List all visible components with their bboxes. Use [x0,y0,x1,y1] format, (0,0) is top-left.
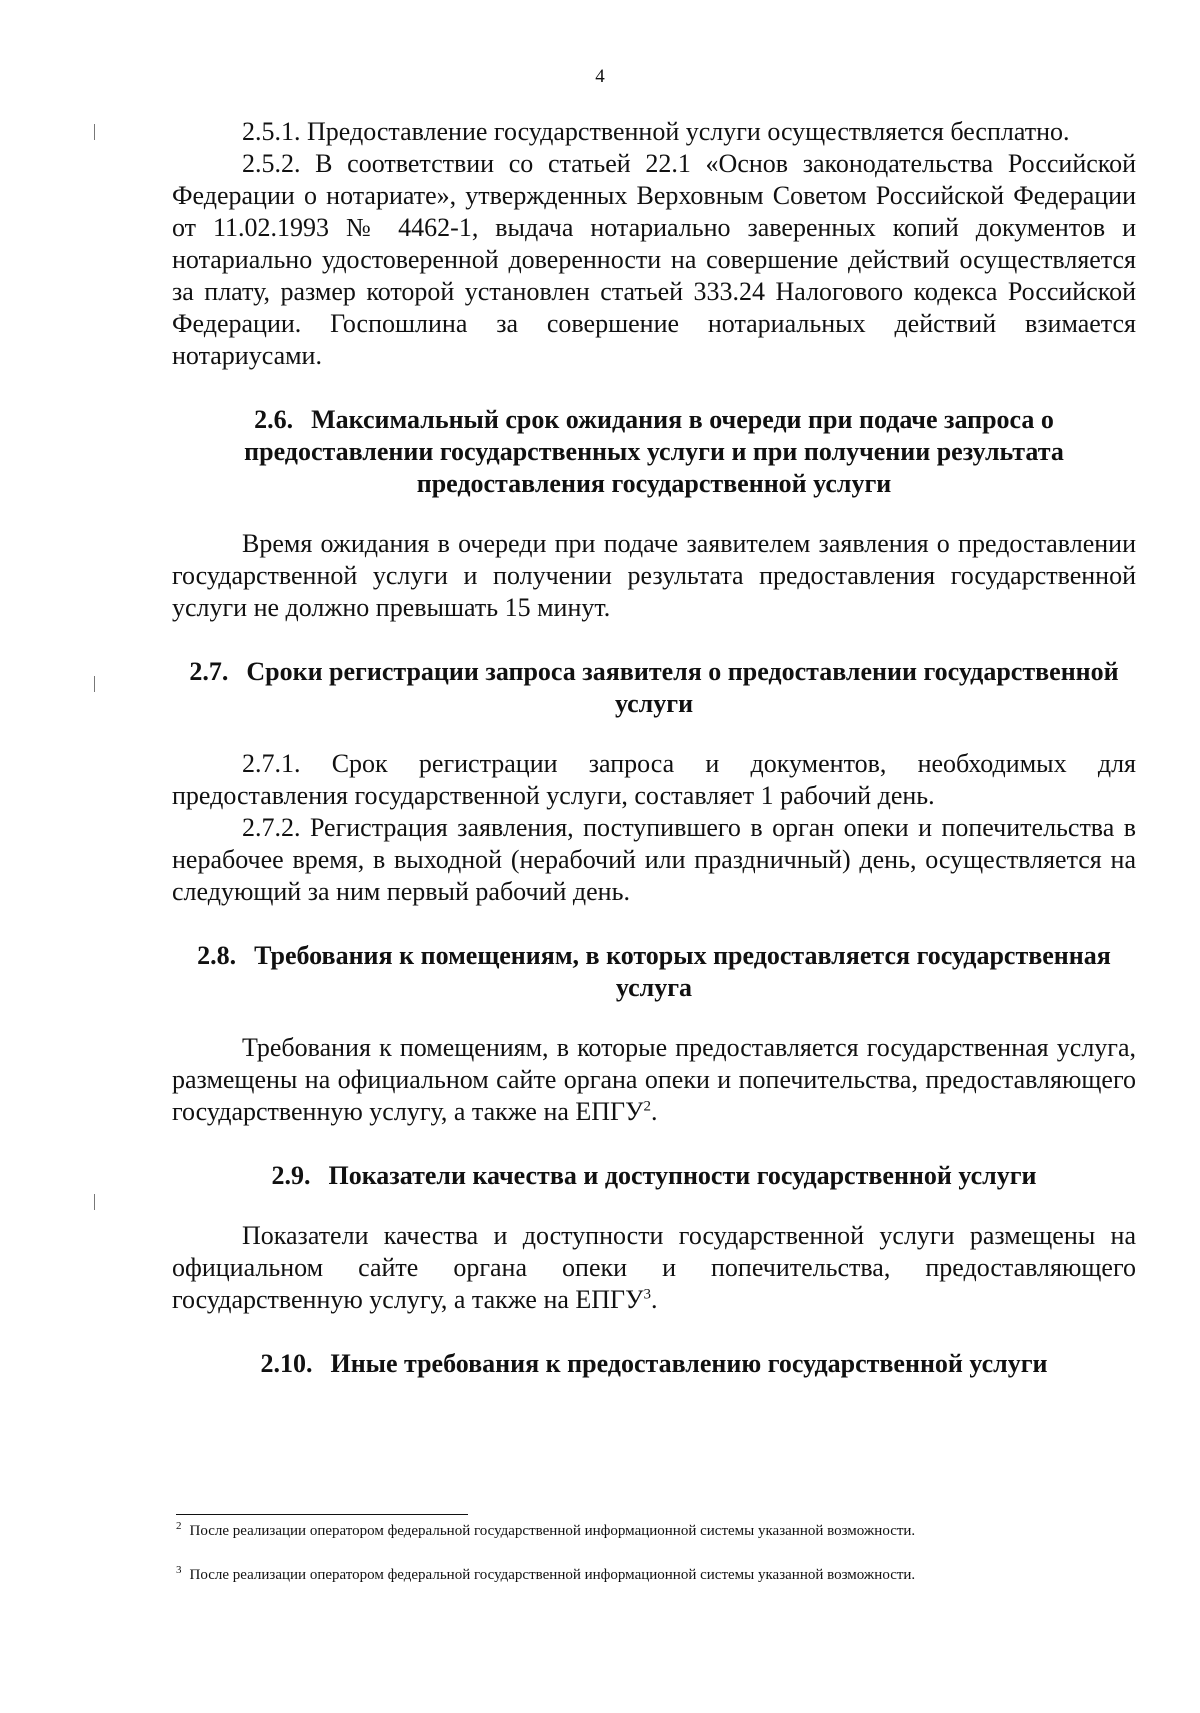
heading-number: 2.10. [260,1349,313,1378]
footnote-text: После реализации оператором федеральной государственной информационной системы указанной возможности. [189,1523,916,1539]
margin-mark [94,676,95,692]
paragraph-2-7-1: 2.7.1. Срок регистрации запроса и документов, необходимых для предоставления государственной услуги, составляет 1 рабочий день. [172,749,1136,810]
paragraph-end: . [651,1285,658,1314]
heading-number: 2.7. [189,657,229,686]
page-number: 4 [595,66,605,87]
footnote-3 [176,1564,1136,1586]
footnote-2 [176,1520,1136,1542]
document-body [172,116,1136,1408]
paragraph-2-5-2: 2.5.2. В соответствии со статьей 22.1 «Основ законодательства Российской Федерации о нотариате», утвержденных Верховным Советом Российской Федерации от 11.02.1993 № 4462-1, выдача нотариально заверенных копий документов и нотариально удостоверенной доверенности на совершение действий осуществляется за плату, размер которой установлен статьей 333.24 Налогового кодекса Российской Федерации. Госпошлина за совершение нотариальных действий взимается нотариусами. [172,149,1136,370]
heading-text: Сроки регистрации запроса заявителя о предоставлении государственной услуги [246,657,1119,718]
paragraph-text: Требования к помещениям, в которые предоставляется государственная услуга, размещены на официальном сайте органа опеки и попечительства, предоставляющего государственную услугу, а также на ЕПГУ [172,1033,1136,1126]
heading-text: Иные требования к предоставлению государственной услуги [330,1349,1048,1378]
heading-number: 2.6. [254,405,294,434]
heading-2-6 [172,404,1136,500]
margin-mark [94,124,95,140]
footnote-separator [176,1514,468,1515]
footnote-text: После реализации оператором федеральной государственной информационной системы указанной возможности. [189,1567,916,1583]
paragraph-2-9 [172,1220,1136,1316]
paragraph-text: Показатели качества и доступности государственной услуги размещены на официальном сайте органа опеки и попечительства, предоставляющего государственную услугу, а также на ЕПГУ [172,1221,1136,1314]
heading-2-7 [172,656,1136,720]
paragraph-2-7-2: 2.7.2. Регистрация заявления, поступившего в орган опеки и попечительства в нерабочее время, в выходной (нерабочий или праздничный) день, осуществляется на следующий за ним первый рабочий день. [172,813,1136,906]
margin-mark [94,1194,95,1210]
heading-number: 2.8. [197,941,237,970]
footnote-mark: 2 [176,1520,182,1532]
heading-2-9 [172,1160,1136,1192]
paragraph-2-5-1: 2.5.1. Предоставление государственной услуги осуществляется бесплатно. [242,117,1070,146]
heading-2-10 [172,1348,1136,1380]
footnote-ref: 3 [643,1286,651,1303]
paragraph-2-6: Время ожидания в очереди при подаче заявителем заявления о предоставлении государственной услуги и получении результата предоставления государственной услуги не должно превышать 15 минут. [172,529,1136,622]
heading-text: Требования к помещениям, в которых предоставляется государственная услуга [254,941,1111,1002]
heading-2-8 [172,940,1136,1004]
heading-number: 2.9. [271,1161,311,1190]
footnote-ref: 2 [643,1098,651,1115]
paragraph-2-8 [172,1032,1136,1128]
heading-text: Максимальный срок ожидания в очереди при подаче запроса о предоставлении государственных услуги и при получении результата предоставления государственной услуги [244,405,1064,498]
heading-text: Показатели качества и доступности государственной услуги [328,1161,1037,1190]
footnote-mark: 3 [176,1564,182,1576]
paragraph-end: . [651,1097,658,1126]
